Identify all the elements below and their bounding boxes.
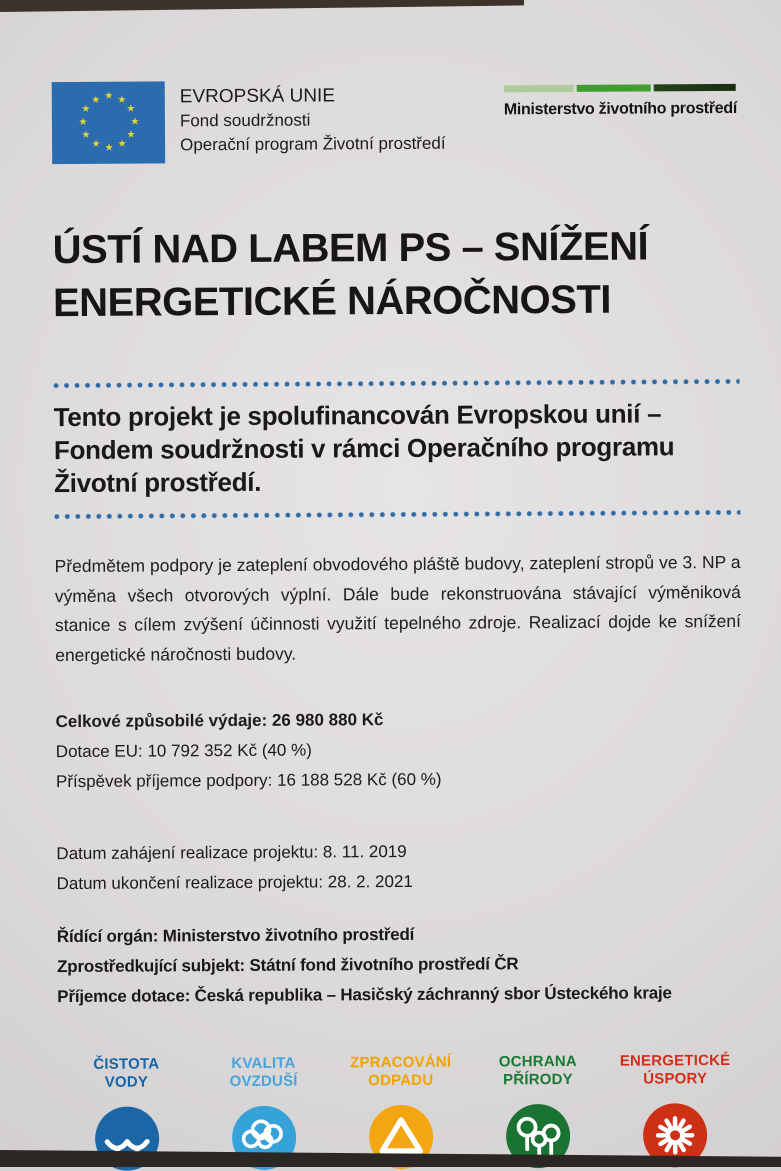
priority-energy-label <box>620 1052 731 1089</box>
star-icon: ★ <box>104 144 114 154</box>
eu-grant-amount: Dotace EU: 10 792 352 Kč (40 %) <box>56 733 742 767</box>
cofinance-statement <box>54 397 741 500</box>
dates-block <box>56 835 742 899</box>
priority-waste <box>332 1054 470 1170</box>
priority-air-label-line1: KVALITA <box>229 1055 297 1073</box>
ministry-bar-dark-green <box>654 84 736 92</box>
star-icon: ★ <box>126 105 136 115</box>
authorities-block <box>57 918 744 1012</box>
star-icon: ★ <box>104 92 114 102</box>
logo-header <box>52 78 738 164</box>
priority-air-label <box>229 1055 297 1091</box>
finance-block <box>55 703 742 797</box>
priority-water-label-line2: VODY <box>93 1073 159 1091</box>
ministry-logo-block <box>504 78 738 119</box>
cofinance-line1: Tento projekt je spolufinancován Evropskou unií – <box>54 397 740 434</box>
project-title <box>53 220 740 330</box>
total-eligible-expenses: Celkové způsobilé výdaje: 26 980 880 Kč <box>55 703 741 737</box>
priority-energy-label-line1: ENERGETICKÉ <box>620 1052 731 1071</box>
managing-authority: Řídící orgán: Ministerstvo životního prostředí <box>57 918 743 952</box>
priority-energy-label-line2: ÚSPORY <box>620 1070 731 1089</box>
star-icon: ★ <box>126 131 136 141</box>
priority-nature-label-line1: OCHRANA <box>499 1053 577 1071</box>
project-description: Předmětem podpory je zateplení obvodového pláště budovy, zateplení stropů ve 3. NP a výměna všech otvorových výplní. Dále bude rekonstruována stávající výměniková stanice s cílem zvýšení účinnosti využití tepelného zdroje. Realizací dojde ke snížení energetické náročnosti budovy. <box>55 548 742 670</box>
priority-nature-label <box>499 1053 577 1089</box>
eu-program-name: Operační program Životní prostředí <box>180 132 446 158</box>
eu-flag-icon <box>52 81 165 164</box>
ministry-bar-light-green <box>504 85 574 92</box>
eu-logo-block <box>52 80 446 164</box>
poster-content <box>52 78 745 1171</box>
project-title-line1: ÚSTÍ NAD LABEM PS – SNÍŽENÍ <box>53 220 739 277</box>
ministry-name: Ministerstvo životního prostředí <box>504 100 738 119</box>
ministry-bar-green <box>577 84 651 91</box>
eu-logo-text <box>180 80 446 164</box>
eu-fund-name: Fond soudržnosti <box>180 108 446 134</box>
priority-water-label <box>93 1055 159 1091</box>
priority-nature-label-line2: PŘÍRODY <box>499 1071 577 1089</box>
project-title-line2: ENERGETICKÉ NÁROČNOSTI <box>53 273 739 330</box>
star-icon: ★ <box>117 96 127 106</box>
priority-energy <box>606 1052 744 1168</box>
priority-air-label-line2: OVZDUŠÍ <box>230 1073 298 1091</box>
eu-org-name: EVROPSKÁ UNIE <box>180 84 446 110</box>
ministry-bars-icon <box>504 84 738 92</box>
star-icon: ★ <box>91 140 101 150</box>
intermediary-body: Zprostředkující subjekt: Státní fond životního prostředí ČR <box>57 948 743 982</box>
star-icon: ★ <box>91 96 101 106</box>
beneficiary-contribution: Příspěvek příjemce podpory: 16 188 528 Kč (60 %) <box>56 763 742 797</box>
star-icon: ★ <box>117 140 127 150</box>
star-icon: ★ <box>81 105 91 115</box>
star-icon: ★ <box>81 131 91 141</box>
grant-beneficiary: Příjemce dotace: Česká republika – Hasičský záchranný sbor Ústeckého kraje <box>57 978 743 1012</box>
dotted-separator-top <box>54 379 740 388</box>
project-start-date: Datum zahájení realizace projektu: 8. 11. 2019 <box>56 835 742 869</box>
priority-waste-label <box>350 1054 451 1091</box>
cofinance-line3: Životní prostředí. <box>54 463 740 500</box>
cofinance-line2: Fondem soudržnosti v rámci Operačního programu <box>54 430 740 467</box>
project-end-date: Datum ukončení realizace projektu: 28. 2. 2021 <box>56 865 742 899</box>
star-icon: ★ <box>78 118 88 128</box>
dotted-separator-bottom <box>54 510 740 519</box>
priority-water-label-line1: ČISTOTA <box>93 1055 159 1073</box>
priority-waste-label-line2: ODPADU <box>350 1072 451 1091</box>
priority-waste-label-line1: ZPRACOVÁNÍ <box>350 1054 451 1073</box>
star-icon: ★ <box>130 118 140 128</box>
photo-background-top-strip <box>0 0 524 12</box>
priority-nature <box>469 1053 607 1169</box>
